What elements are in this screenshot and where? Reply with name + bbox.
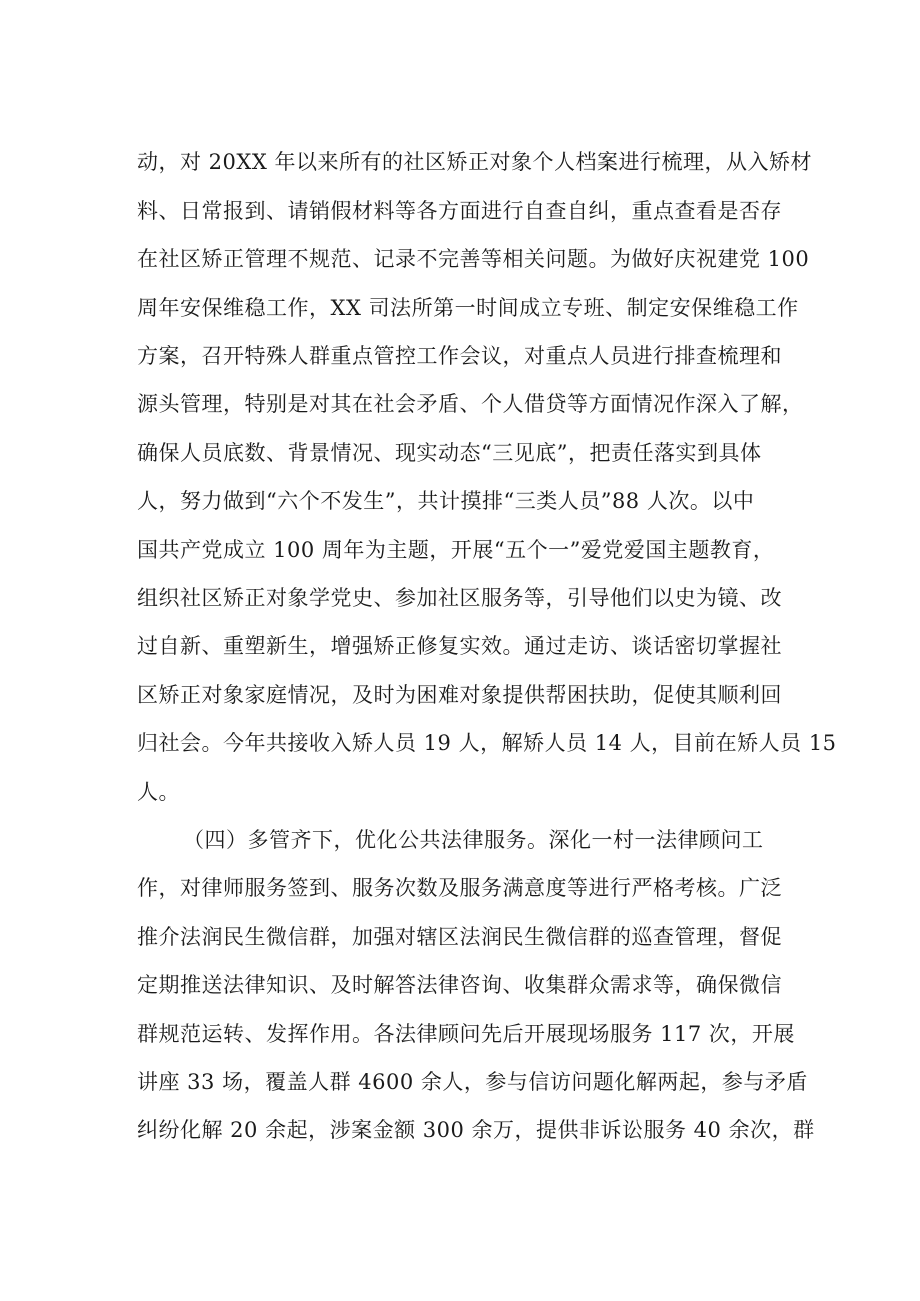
text-line: 推介法润民生微信群，加强对辖区法润民生微信群的巡查管理，督促	[137, 925, 782, 949]
text-line: 定期推送法律知识、及时解答法律咨询、收集群众需求等，确保微信	[137, 973, 782, 997]
text-line: 确保人员底数、背景情况、现实动态“三见底”，把责任落实到具体	[137, 441, 762, 465]
text-line: 纠纷化解 20 余起，涉案金额 300 余万，提供非诉讼服务 40 余次，群	[137, 1118, 815, 1142]
text-line: 区矫正对象家庭情况，及时为困难对象提供帮困扶助，促使其顺利回	[137, 683, 782, 707]
text-line: 料、日常报到、请销假材料等各方面进行自查自纠，重点查看是否存	[137, 199, 782, 223]
text-line: 源头管理，特别是对其在社会矛盾、个人借贷等方面情况作深入了解，	[137, 392, 804, 416]
text-line: 作，对律师服务签到、服务次数及服务满意度等进行严格考核。广泛	[137, 876, 782, 900]
text-line: 方案，召开特殊人群重点管控工作会议，对重点人员进行排查梳理和	[137, 344, 782, 368]
text-line: 周年安保维稳工作，XX 司法所第一时间成立专班、制定安保维稳工作	[137, 296, 799, 320]
text-line: 归社会。今年共接收入矫人员 19 人，解矫人员 14 人，目前在矫人员 15	[137, 731, 837, 755]
text-line: 在社区矫正管理不规范、记录不完善等相关问题。为做好庆祝建党 100	[137, 247, 810, 271]
text-line: 过自新、重塑新生，增强矫正修复实效。通过走访、谈话密切掌握社	[137, 634, 782, 658]
text-line: 讲座 33 场，覆盖人群 4600 余人，参与信访问题化解两起，参与矛盾	[137, 1070, 808, 1094]
text-line: 动，对 20XX 年以来所有的社区矫正对象个人档案进行梳理，从入矫材	[137, 150, 812, 174]
text-line: 国共产党成立 100 周年为主题，开展“五个一”爱党爱国主题教育，	[137, 538, 775, 562]
text-line: 群规范运转、发挥作用。各法律顾问先后开展现场服务 117 次，开展	[137, 1022, 795, 1046]
text-line: 人。	[137, 780, 180, 804]
section-heading-line: （四）多管齐下，优化公共法律服务。深化一村一法律顾问工	[183, 828, 764, 852]
text-line: 组织社区矫正对象学党史、参加社区服务等，引导他们以史为镜、改	[137, 586, 782, 610]
text-line: 人，努力做到“六个不发生”，共计摸排“三类人员”88 人次。以中	[137, 489, 755, 513]
